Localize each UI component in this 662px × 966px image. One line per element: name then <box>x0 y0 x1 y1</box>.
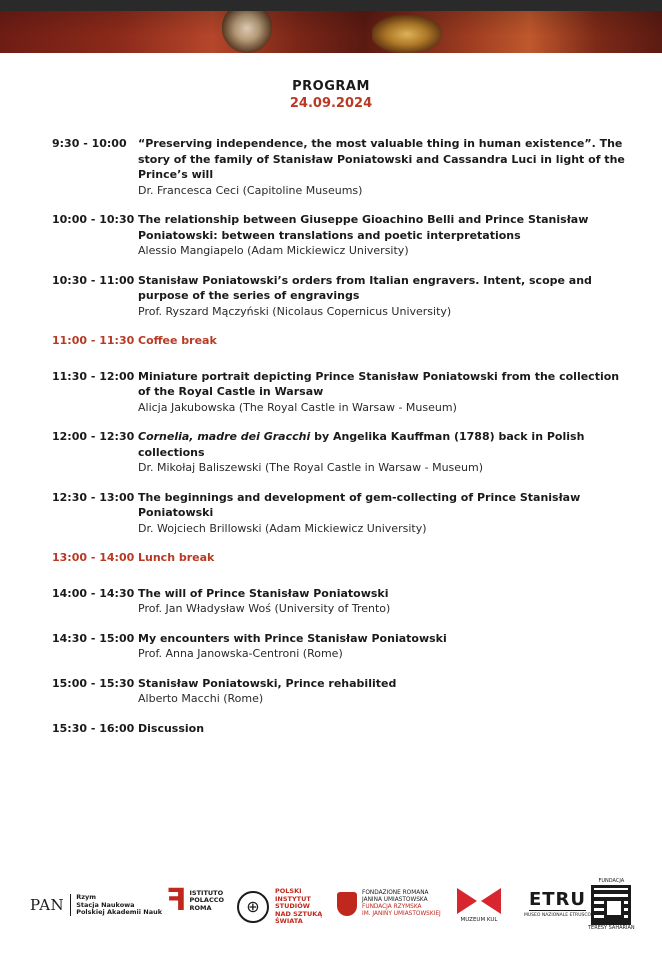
crest-icon <box>337 892 357 916</box>
program-row <box>52 136 632 198</box>
istituto-polacco-icon: ꟻ <box>166 883 187 918</box>
session-title: The beginnings and development of gem-collecting of Prince Stanisław Poniatowski <box>138 490 581 519</box>
session-time: 14:30 - 15:00 <box>52 631 135 645</box>
program-row-break <box>52 550 632 566</box>
session-speaker: Alberto Macchi (Rome) <box>138 692 264 705</box>
logo-text: ŚWIATA <box>275 917 303 925</box>
logo-text: FONDAZIONE ROMANA <box>362 890 429 896</box>
break-label: Coffee break <box>138 334 217 347</box>
logo-text: JANINA UMIASTOWSKA <box>362 897 428 903</box>
session-title: My encounters with Prince Stanisław Poniatowski <box>138 631 447 645</box>
session-title-italic: Cornelia, madre dei Gracchi <box>138 430 311 443</box>
program-header <box>0 79 662 113</box>
muzeum-kul-logo <box>457 888 501 923</box>
session-speaker: Prof. Ryszard Mączyński (Nicolaus Copernicus University) <box>138 304 452 318</box>
program-row <box>52 212 632 259</box>
session-speaker: Dr. Francesca Ceci (Capitoline Museums) <box>138 183 363 197</box>
break-time: 13:00 - 14:00 <box>52 551 135 564</box>
logo-text: ISTITUTO <box>189 888 224 897</box>
program-row <box>52 676 632 707</box>
istituto-polacco-logo <box>166 883 225 918</box>
program-row <box>52 586 632 617</box>
session-title: “Preserving independence, the most valuable thing in human existence”. The story of the family of Stanisław Poniatowski and Cassandra Luci in light of the Prince’s will <box>138 137 625 181</box>
session-title: Discussion <box>138 721 205 735</box>
session-time: 15:00 - 15:30 <box>52 676 135 690</box>
session-title: Stanisław Poniatowski, Prince rehabilited <box>138 676 397 690</box>
program-date: 24.09.2024 <box>289 96 373 111</box>
program-row <box>52 490 632 537</box>
logo-text: INSTYTUT <box>275 894 311 903</box>
bowtie-icon <box>457 888 501 914</box>
etru-museum-logo <box>524 890 591 918</box>
program-row-break <box>52 333 632 349</box>
session-time: 14:00 - 14:30 <box>52 586 135 600</box>
header-banner-image <box>0 11 662 53</box>
session-time: 12:30 - 13:00 <box>52 490 135 504</box>
logo-text: Stacja Naukowa <box>76 900 135 909</box>
logo-text: IM. JANINY UMIASTOWSKIEJ <box>362 911 441 917</box>
logo-text: MUSEO NAZIONALE ETRUSCO <box>524 913 592 918</box>
break-label: Lunch break <box>138 551 215 564</box>
session-speaker: Dr. Mikołaj Baliszewski (The Royal Castle in Warsaw - Museum) <box>138 461 484 474</box>
program-row <box>52 631 632 662</box>
logo-text: FUNDACJA <box>598 878 625 884</box>
session-speaker: Prof. Jan Władysław Woś (University of Trento) <box>138 602 391 615</box>
partner-logos <box>0 878 662 938</box>
logo-text: Polskiej Akademii Nauk <box>76 908 163 916</box>
session-time: 10:00 - 10:30 <box>52 213 135 226</box>
logo-text: STUDIÓW <box>275 902 310 910</box>
session-title: Stanisław Poniatowski’s orders from Italian engravers. Intent, scope and purpose of the series of engravings <box>138 273 592 302</box>
program-row <box>52 369 632 416</box>
session-time: 12:00 - 12:30 <box>52 430 135 443</box>
polish-institute-world-art-logo <box>237 888 322 926</box>
pan-rome-logo <box>30 894 162 917</box>
teresa-saharian-foundation-logo <box>588 878 635 932</box>
session-title <box>138 429 632 460</box>
session-speaker: Alessio Mangiapelo (Adam Mickiewicz University) <box>138 244 409 257</box>
session-title: Miniature portrait depicting Prince Stanisław Poniatowski from the collection of the Royal Castle in Warsaw <box>138 369 620 398</box>
logo-text: POLACCO <box>189 896 225 905</box>
pan-logo-mark: PAN <box>30 894 71 916</box>
program-list <box>52 136 632 750</box>
top-bar <box>0 0 662 11</box>
logo-text: POLSKI <box>275 887 302 895</box>
session-time: 15:30 - 16:00 <box>52 721 135 735</box>
program-row <box>52 429 632 476</box>
session-speaker: Alicja Jakubowska (The Royal Castle in Warsaw - Museum) <box>138 400 457 414</box>
logo-text: TERESY SAHARIAN <box>588 925 635 931</box>
logo-text: Rzym <box>76 893 96 901</box>
logo-text: NAD SZTUKĄ <box>275 909 323 918</box>
program-row <box>52 721 632 737</box>
kilim-pattern-icon <box>591 885 631 925</box>
session-time: 9:30 - 10:00 <box>52 137 127 150</box>
program-row <box>52 273 632 320</box>
session-time: 10:30 - 11:00 <box>52 273 135 287</box>
session-title-rest: by Angelika Kauffman (1788) back in Polish collections <box>138 430 585 459</box>
break-time: 11:00 - 11:30 <box>52 334 135 347</box>
logo-text: MUZEUM KUL <box>460 917 498 923</box>
logo-text: ROMA <box>189 903 212 912</box>
session-title: The will of Prince Stanisław Poniatowski <box>138 586 389 600</box>
globe-icon: ⊕ <box>237 891 269 923</box>
logo-text: FUNDACJA RZYMSKA <box>362 904 422 910</box>
session-speaker: Prof. Anna Janowska-Centroni (Rome) <box>138 647 343 660</box>
session-title: The relationship between Giuseppe Gioachino Belli and Prince Stanisław Poniatowski: between translations and poetic interpretations <box>138 213 589 242</box>
session-time: 11:30 - 12:00 <box>52 369 135 383</box>
fondazione-umiastowska-logo <box>337 890 441 918</box>
page-title: PROGRAM <box>292 79 370 94</box>
session-speaker: Dr. Wojciech Brillowski (Adam Mickiewicz University) <box>138 521 427 535</box>
logo-text: ETRU <box>528 889 587 910</box>
